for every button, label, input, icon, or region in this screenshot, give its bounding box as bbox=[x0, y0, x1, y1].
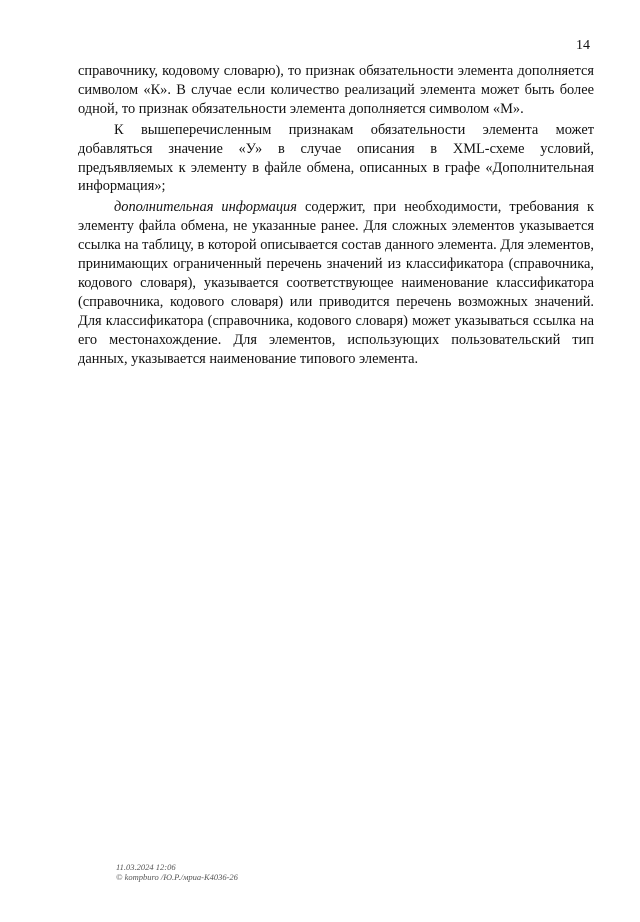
footer-reference: © kompburo /Ю.Р./мриа-К4036-26 bbox=[116, 872, 238, 882]
footer-timestamp: 11.03.2024 12:06 bbox=[116, 862, 176, 872]
document-body bbox=[78, 62, 594, 369]
page-number: 14 bbox=[576, 38, 590, 53]
term-additional-info: дополнительная информация bbox=[114, 199, 297, 216]
paragraph-1: справочнику, кодовому словарю), то признак обязательности элемента дополняется символом «К». В случае если количество реализаций элемента может быть более одной, то признак обязательности элемента дополняется символом «М». bbox=[78, 63, 594, 117]
footer-stamp bbox=[116, 862, 238, 882]
paragraph-3-text: содержит, при необходимости, требования к элементу файла обмена, не указанные ранее. Для сложных элементов указывается ссылка на таблицу, в которой описывается состав данного элемента. Для элементов, принимающих ограниченный перечень значений из классификатора (справочника, кодового словаря), указывается соответствующее наименование классификатора (справочника, кодового словаря) или приводится перечень возможных значений. Для классификатора (справочника, кодового словаря) может указываться ссылка на его местонахождение. Для элементов, использующих пользовательский тип данных, указывается наименование типового элемента. bbox=[78, 199, 594, 367]
paragraph-3 bbox=[78, 198, 594, 368]
paragraph-2: К вышеперечисленным признакам обязательности элемента может добавляться значение «У» в случае описания в XML-схеме условий, предъявляемых к элементу в файле обмена, описанных в графе «Дополнительная информация»; bbox=[78, 121, 594, 195]
